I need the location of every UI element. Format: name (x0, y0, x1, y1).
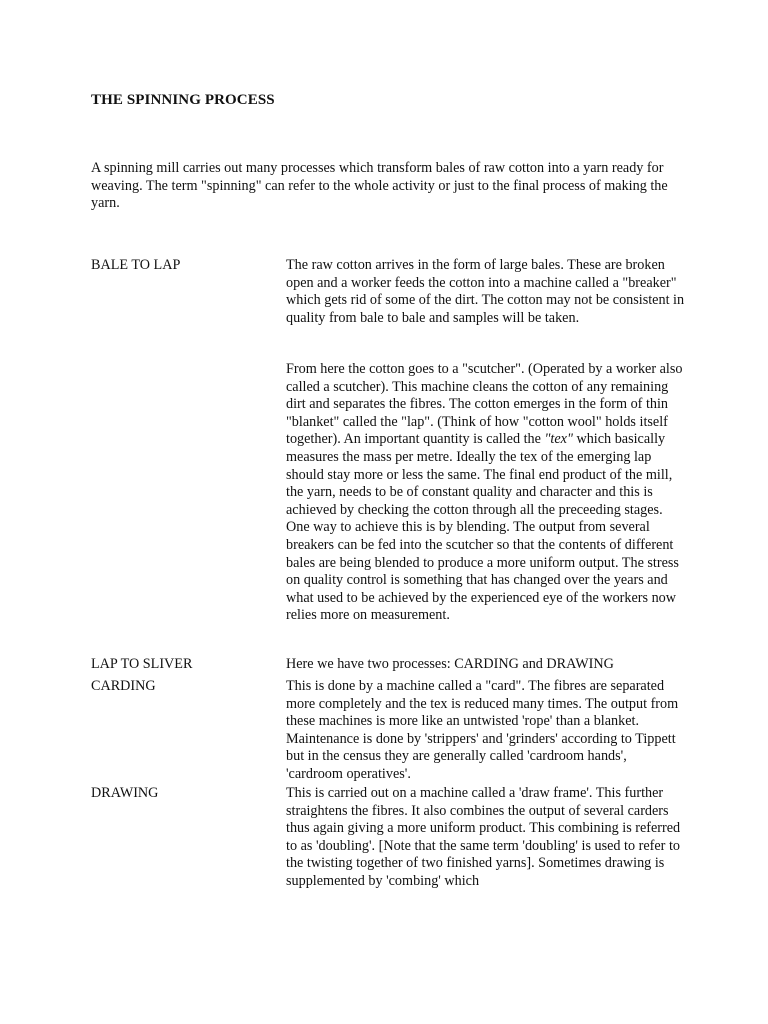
section-label-drawing: DRAWING (91, 785, 159, 801)
section-label-lap-to-sliver: LAP TO SLIVER (91, 656, 193, 672)
carding-paragraph: This is done by a machine called a "card". The fibres are separated more completely and the tex is reduced many times. The output from these machines is more like an untwisted 'rope' than a blanket. Maintenance is done by 'strippers' and 'grinders' according to Tippett but in the census they are generally called 'cardroom hands', 'cardroom operatives'. (286, 678, 679, 782)
bale-to-lap-paragraph-2 (286, 361, 686, 625)
intro-paragraph: A spinning mill carries out many processes which transform bales of raw cotton into a yarn ready for weaving. The term "spinning" can refer to the whole activity or just to the final process of making the yarn. (91, 160, 668, 212)
section-label-bale-to-lap: BALE TO LAP (91, 257, 181, 273)
section-label-carding: CARDING (91, 678, 156, 694)
bale-to-lap-paragraph-1: The raw cotton arrives in the form of large bales. These are broken open and a worker feeds the cotton into a machine called a "breaker" which gets rid of some of the dirt. The cotton may not be consistent in quality from bale to bale and samples will be taken. (286, 257, 685, 326)
bale-to-lap-text-before: From here the cotton goes to a "scutcher". (Operated by a worker also called a scutcher). This machine cleans the cotton of any remaining dirt and separates the fibres. The cotton emerges in the form of thin "blanket" called the "lap". (Think of how "cotton wool" holds itself together). An important quantity is called the (286, 361, 683, 448)
page-title: THE SPINNING PROCESS (91, 92, 275, 108)
drawing-paragraph: This is carried out on a machine called a 'draw frame'. This further straightens the fibres. It also combines the output of several carders thus again giving a more uniform product. This combining is referred to as 'doubling'. [Note that the same term 'doubling' is used to refer to the twisting together of two finished yarns]. Sometimes drawing is supplemented by 'combing' which (286, 785, 681, 889)
tex-emphasis: "tex" (544, 431, 573, 448)
lap-to-sliver-text: Here we have two processes: CARDING and DRAWING (286, 656, 614, 672)
bale-to-lap-text-after: which basically measures the mass per metre. Ideally the tex of the emerging lap should stay more or less the same. The final end product of the mill, the yarn, needs to be of constant quality and character and this is achieved by checking the cotton through all the preceeding stages. One way to achieve this is by blending. The output from several breakers can be fed into the scutcher so that the contents of different bales are being blended to produce a more uniform output. The stress on quality control is something that has changed over the years and what used to be achieved by the experienced eye of the workers now relies more on measurement. (286, 431, 679, 624)
